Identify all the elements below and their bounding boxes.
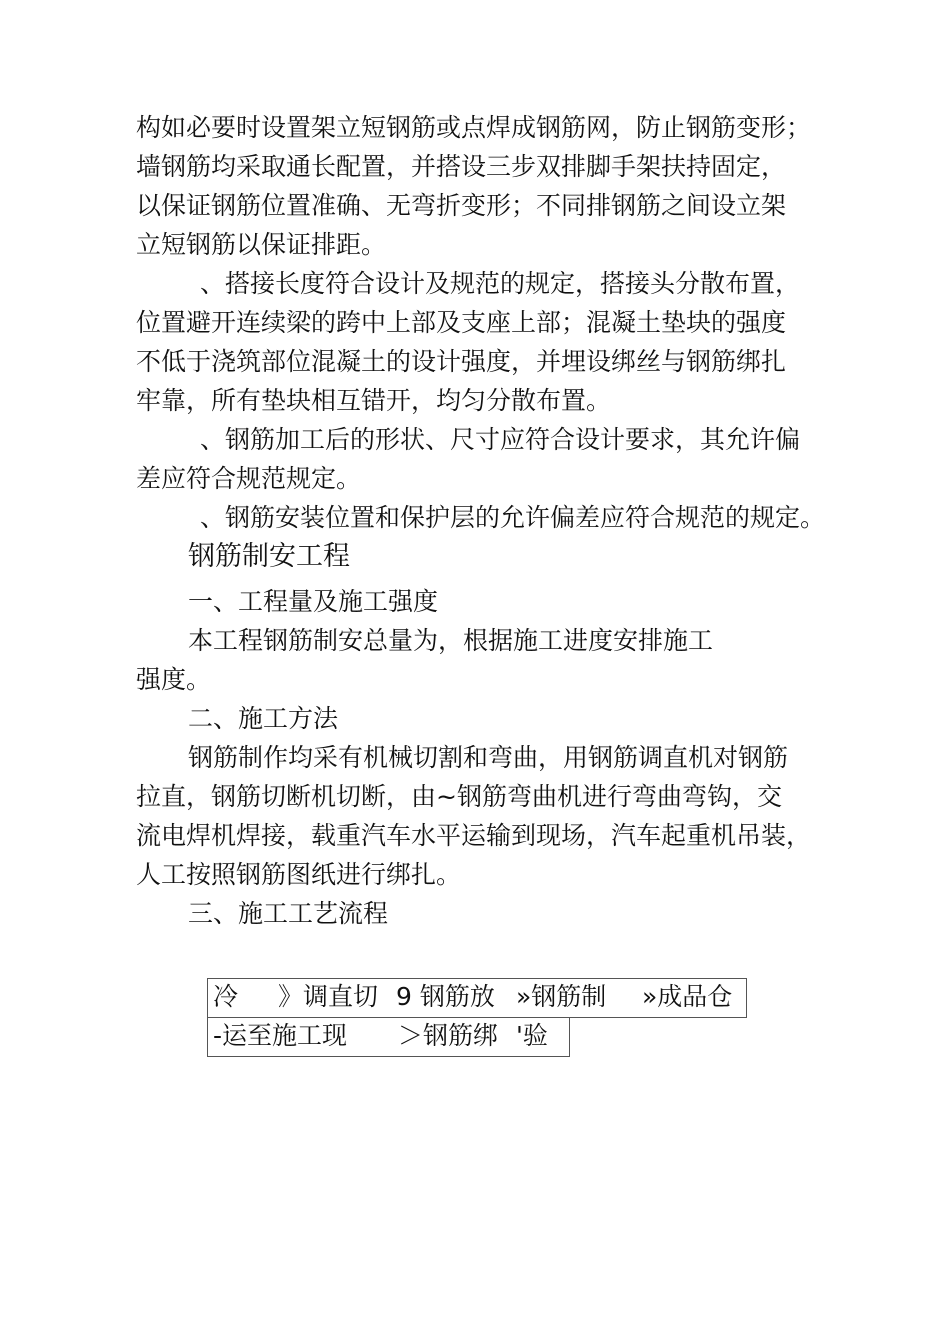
paragraph-line: 、钢筋加工后的形状、尺寸应符合设计要求，其允许偏 [200,425,801,454]
paragraph-line: 不低于浇筑部位混凝土的设计强度，并埋设绑丝与钢筋绑扎 [136,347,787,376]
flow-step: »钢筋制 [516,982,607,1011]
flow-step: »成品仓 [642,982,733,1011]
paragraph-line: 、搭接长度符合设计及规范的规定，搭接头分散布置， [200,269,801,298]
flow-step: 》调直切 [278,982,379,1011]
flow-step: 冷 [213,982,239,1011]
subheading: 三、施工工艺流程 [188,899,389,928]
paragraph-line: 构如必要时设置架立短钢筋或点焊成钢筋网，防止钢筋变形； [136,113,812,142]
flow-step: -运至施工现 [213,1021,348,1050]
paragraph-line: 以保证钢筋位置准确、无弯折变形；不同排钢筋之间设立架 [136,191,787,220]
paragraph-line: 墙钢筋均采取通长配置，并搭设三步双排脚手架扶持固定， [136,152,787,181]
paragraph-line: 强度。 [136,665,212,694]
process-flow-row-2 [207,1017,570,1057]
subheading: 二、施工方法 [188,704,339,733]
paragraph-line: 钢筋制作均采有机械切割和弯曲，用钢筋调直机对钢筋 [188,743,789,772]
subheading: 一、工程量及施工强度 [188,587,439,616]
paragraph-line: 牢靠，所有垫块相互错开，均匀分散布置。 [136,386,612,415]
paragraph-line: 拉直，钢筋切断机切断，由~钢筋弯曲机进行弯曲弯钩，交 [136,782,782,811]
flow-step: ＞钢筋绑 [398,1021,499,1050]
section-heading: 钢筋制安工程 [188,541,350,572]
paragraph-line: 立短钢筋以保证排距。 [136,230,387,259]
flow-step: '验 [516,1021,548,1050]
paragraph-line: 、钢筋安装位置和保护层的允许偏差应符合规范的规定。 [200,503,826,532]
process-flow-row-1 [207,978,747,1018]
paragraph-line: 人工按照钢筋图纸进行绑扎。 [136,860,462,889]
paragraph-line: 流电焊机焊接，载重汽车水平运输到现场，汽车起重机吊装， [136,821,812,850]
paragraph-line: 本工程钢筋制安总量为，根据施工进度安排施工 [188,626,714,655]
flow-step: 9 钢筋放 [396,982,495,1011]
paragraph-line: 位置避开连续梁的跨中上部及支座上部；混凝土垫块的强度 [136,308,787,337]
paragraph-line: 差应符合规范规定。 [136,464,362,493]
